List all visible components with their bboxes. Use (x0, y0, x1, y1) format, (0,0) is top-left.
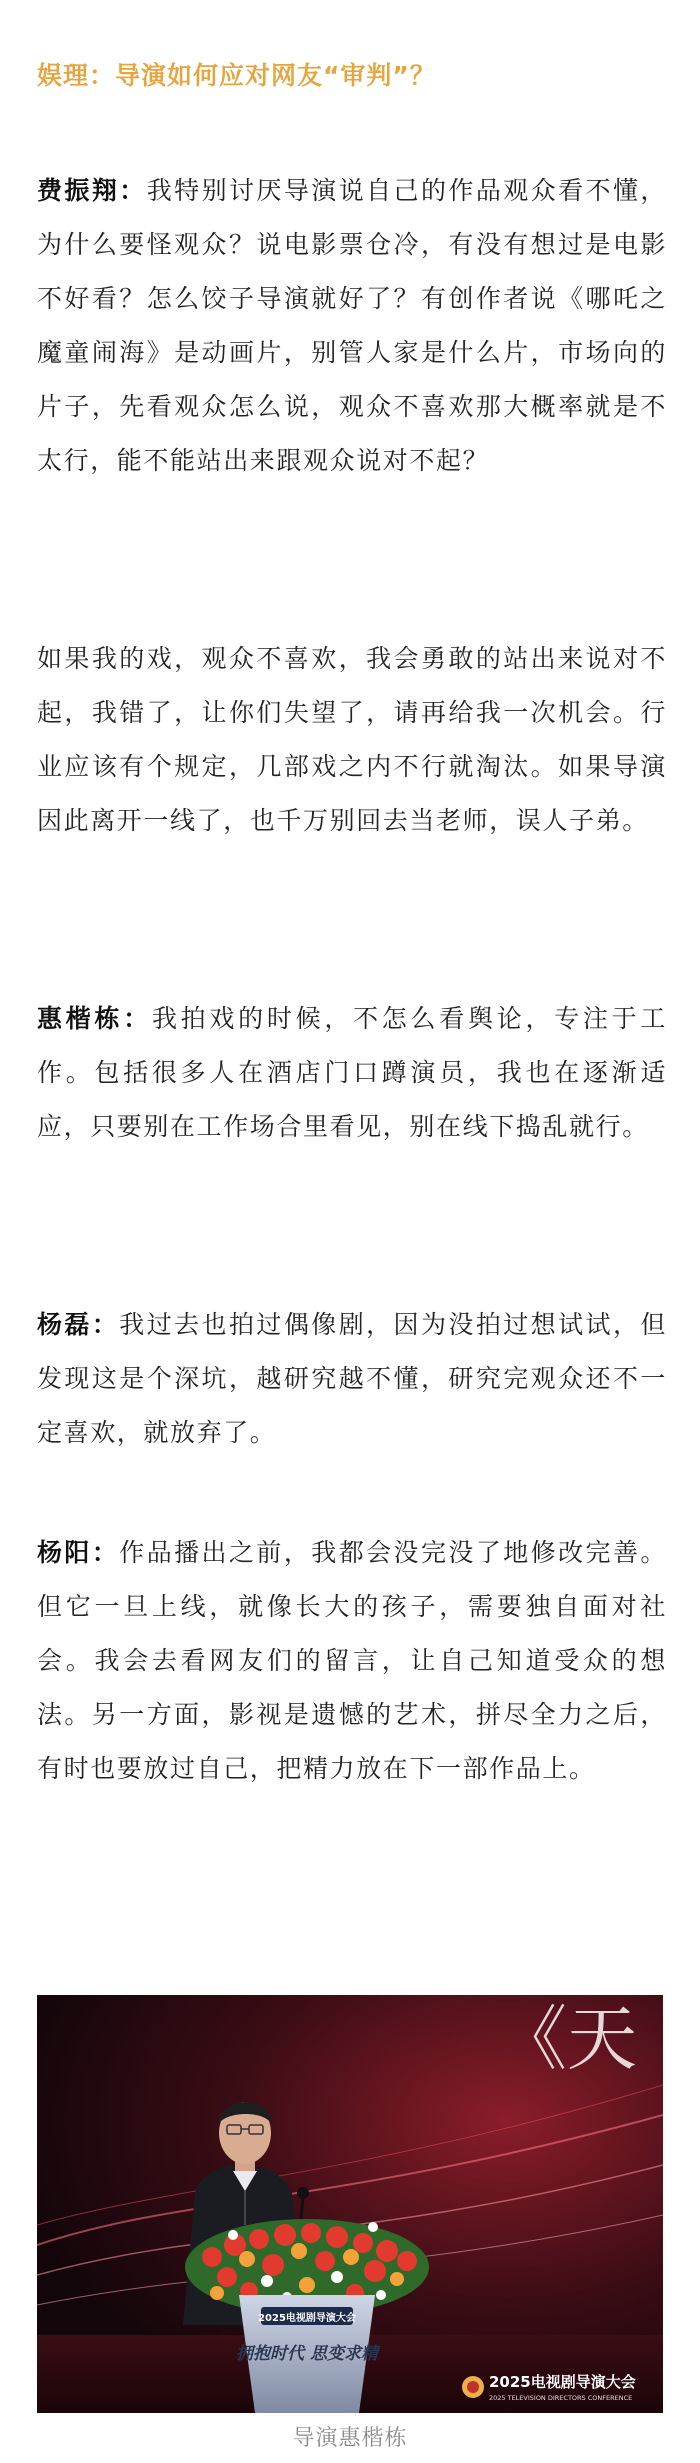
event-logo: 2025电视剧导演大会 (489, 2373, 636, 2391)
section-title: 娱理：导演如何应对网友“审判”？ (37, 61, 436, 90)
podium-logo: 2025电视剧导演大会 (258, 2313, 356, 2324)
screen-text: 《天 (497, 1998, 637, 2080)
paragraph-text: 我过去也拍过偶像剧，因为没拍过想试试，但发现这是个深坑，越研究越不懂，研究完观众还不一定喜欢，就放弃了。 (37, 1310, 667, 1447)
paragraph-fei-zhenxiang-cont (37, 632, 667, 848)
photo-caption: 导演惠楷栋 (292, 2426, 408, 2451)
paragraph-hui-kaidong (37, 992, 667, 1154)
speaker-name: 惠楷栋： (37, 1004, 152, 1033)
paragraph-text: 如果我的戏，观众不喜欢，我会勇敢的站出来说对不起，我错了，让你们失望了，请再给我一次机会。行业应该有个规定，几部戏之内不行就淘汰。如果导演因此离开一线了，也千万别回去当老师，误人子弟。 (37, 644, 667, 835)
podium-slogan: 拥抱时代 思变求精 (236, 2344, 378, 2364)
paragraph-yang-lei (37, 1298, 667, 1460)
event-logo-badge (462, 2373, 636, 2402)
speaker-name: 杨阳： (37, 1538, 120, 1567)
paragraph-yang-yang (37, 1526, 667, 1796)
event-photo (37, 1995, 663, 2413)
event-logo-english: 2025 TELEVISION DIRECTORS CONFERENCE (489, 2394, 633, 2402)
paragraph-text: 我拍戏的时候，不怎么看舆论，专注于工作。包括很多人在酒店门口蹲演员，我也在逐渐适应，只要别在工作场合里看见，别在线下捣乱就行。 (37, 1004, 667, 1141)
paragraph-text: 我特别讨厌导演说自己的作品观众看不懂，为什么要怪观众？说电影票仓冷，有没有想过是电影不好看？怎么饺子导演就好了？有创作者说《哪吒之魔童闹海》是动画片，别管人家是什么片，市场向的片子，先看观众怎么说，观众不喜欢那大概率就是不太行，能不能站出来跟观众说对不起？ (37, 176, 668, 475)
paragraph-fei-zhenxiang (37, 164, 667, 488)
podium (236, 2295, 381, 2413)
stage-illustration (37, 1995, 663, 2413)
speaker-name: 杨磊： (37, 1310, 120, 1339)
speaker-name: 费振翔： (37, 176, 147, 205)
paragraph-text: 作品播出之前，我都会没完没了地修改完善。但它一旦上线，就像长大的孩子，需要独自面对社会。我会去看网友们的留言，让自己知道受众的想法。另一方面，影视是遗憾的艺术，拼尽全力之后，有时也要放过自己，把精力放在下一部作品上。 (37, 1538, 667, 1783)
